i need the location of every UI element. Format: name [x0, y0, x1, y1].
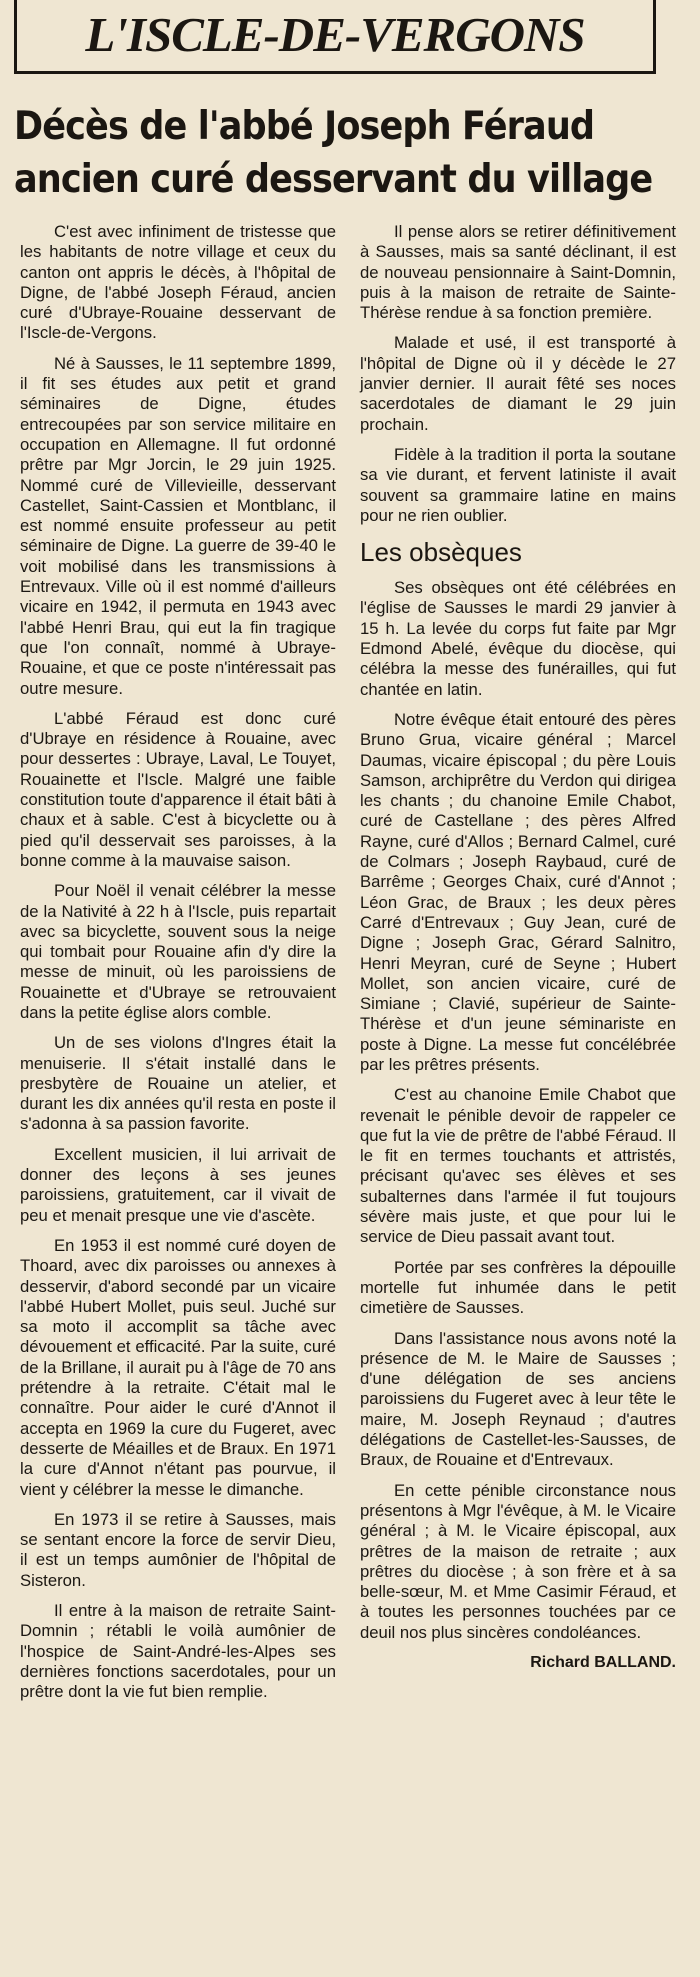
paragraph: Un de ses violons d'Ingres était la menuiserie. Il s'était installé dans le presbytère de Rouaine un atelier, et durant les dix années qu'il resta en poste il s'adonna à sa passion favorite.: [20, 1033, 336, 1134]
section-title: L'ISCLE-DE-VERGONS: [85, 7, 585, 62]
paragraph: En 1953 il est nommé curé doyen de Thoard, avec dix paroisses ou annexes à desservir, d'abord secondé par un vicaire l'abbé Hubert Mollet, puis seul. Juché sur sa moto il accomplit sa tâche avec dévouement et efficacité. Par la suite, curé de la Brillane, il aurait pu à l'âge de 70 ans prétendre à la retraite. C'était mal le connaître. Pour aider le curé d'Annot il accepta en 1969 la cure du Fugeret, avec desserte de Méailles et de Braux. En 1971 la cure d'Annot n'étant pas pourvue, il vient y célébrer la messe le dimanche.: [20, 1235, 336, 1499]
paragraph: Né à Sausses, le 11 septembre 1899, il fit ses études aux petit et grand séminaires de Digne, études entrecoupées par son service militaire en occupation en Allemagne. Il fut ordonné prêtre par Mgr Jorcin, le 29 juin 1925. Nommé curé de Villevieille, desservant Castellet, Saint-Cassien et Montblanc, il est nommé ensuite professeur au petit séminaire de Digne. La guerre de 39-40 le voit mobilisé dans les transmissions à Entrevaux. Ville où il est nommé d'ailleurs vicaire en 1942, il permuta en 1943 avec l'abbé Henri Brau, qui eut la fin tragique que l'on connaît, nommé à Ubraye-Rouaine, et que ce poste n'intéressait pas outre mesure.: [20, 353, 336, 698]
paragraph: Ses obsèques ont été célébrées en l'église de Sausses le mardi 29 janvier à 15 h. La levée du corps fut faite par Mgr Edmond Abelé, évêque du diocèse, qui célébra la messe des funérailles, qui fut chantée en latin.: [360, 578, 676, 699]
headline-line-1: Décès de l'abbé Joseph Féraud: [14, 104, 595, 149]
article-column-right: [360, 222, 676, 1683]
section-header: [14, 0, 656, 74]
paragraph: Notre évêque était entouré des pères Bruno Grua, vicaire général ; Marcel Daumas, vicaire épiscopal ; du père Louis Samson, archiprêtre du Verdon qui dirigea les chants ; du chanoine Emile Chabot, curé de Castellane ; des pères Alfred Rayne, curé d'Allos ; Bernard Calmel, curé de Colmars ; Joseph Raybaud, curé de Barrême ; Georges Chaix, curé d'Annot ; Léon Grac, de Braux ; les deux pères Carré d'Entrevaux ; Guy Jean, curé de Digne ; Joseph Grac, Gérard Salnitro, Henri Meyran, curé de Seyne ; Hubert Mollet, son ancien vicaire, curé de Simiane ; Clavié, supérieur de Sainte-Thérèse et d'un jeune séminariste en poste à Digne. La messe fut concélébrée par les prêtres présents.: [360, 709, 676, 1074]
paragraph: Excellent musicien, il lui arrivait de donner des leçons à ses jeunes paroissiens, gratuitement, car il vivait de peu et menait presque une vie d'ascète.: [20, 1144, 336, 1225]
paragraph: C'est au chanoine Emile Chabot que revenait le pénible devoir de rappeler ce que fut la vie de prêtre de l'abbé Féraud. Il le fit en termes touchants et attristés, précisant qu'avec ses élèves et ses subalternes dans l'armée il fut toujours sévère mais juste, et que pour lui le service de Dieu passait avant tout.: [360, 1085, 676, 1247]
paragraph: Dans l'assistance nous avons noté la présence de M. le Maire de Sausses ; d'une délégation de ses anciens paroissiens du Fugeret avec à leur tête le maire, M. Joseph Reynaud ; d'autres délégations de Castellet-les-Sausses, de Braux, de Rouaine et d'Entrevaux.: [360, 1328, 676, 1470]
subheading-obseques: Les obsèques: [360, 537, 522, 568]
paragraph: En cette pénible circonstance nous présentons à Mgr l'évêque, à M. le Vicaire général ; à M. le Vicaire épiscopal, aux prêtres de la maison de retraite ; aux prêtres du diocèse ; à son frère et à sa belle-sœur, M. et Mme Casimir Féraud, et à toutes les personnes touchées par ce deuil nos plus sincères condoléances.: [360, 1480, 676, 1642]
author-signature: Richard BALLAND.: [530, 1654, 676, 1671]
paragraph: Il entre à la maison de retraite Saint-Domnin ; rétabli le voilà aumônier de l'hospice de Saint-André-les-Alpes ses dernières fonctions sacerdotales, pour un prêtre dont la vie fut bien remplie.: [20, 1601, 336, 1702]
paragraph: En 1973 il se retire à Sausses, mais se sentant encore la force de servir Dieu, il est un temps aumônier de l'hôpital de Sisteron.: [20, 1509, 336, 1590]
paragraph: Il pense alors se retirer définitivement à Sausses, mais sa santé déclinant, il est de nouveau pensionnaire à Saint-Domnin, puis à la maison de retraite de Sainte-Thérèse rendue à sa fonction première.: [360, 222, 676, 323]
article-column-left: [20, 222, 336, 1712]
paragraph: Malade et usé, il est transporté à l'hôpital de Digne où il y décède le 27 janvier dernier. Il aurait fêté ses noces sacerdotales de diamant le 29 juin prochain.: [360, 333, 676, 434]
paragraph: L'abbé Féraud est donc curé d'Ubraye en résidence à Rouaine, avec pour dessertes : Ubraye, Laval, Le Touyet, Rouainette et l'Iscle. Malgré une faible constitution toute d'apparence il était bâti à chaux et à sable. C'est à bicyclette ou à pied qu'il desservait ses paroisses, à la bonne comme à la mauvaise saison.: [20, 708, 336, 870]
headline-line-2: ancien curé desservant du village: [14, 157, 653, 202]
paragraph: Fidèle à la tradition il porta la soutane sa vie durant, et fervent latiniste il avait souvent sa grammaire latine en mains pour ne rien oublier.: [360, 444, 676, 525]
paragraph: Portée par ses confrères la dépouille mortelle fut inhumée dans le petit cimetière de Sausses.: [360, 1257, 676, 1318]
article-headline: [14, 100, 653, 206]
paragraph: C'est avec infiniment de tristesse que les habitants de notre village et ceux du canton ont appris le décès, à l'hôpital de Digne, de l'abbé Joseph Féraud, ancien curé d'Ubraye-Rouaine desservant de l'Iscle-de-Vergons.: [20, 222, 336, 343]
paragraph: Pour Noël il venait célébrer la messe de la Nativité à 22 h à l'Iscle, puis repartait avec sa bicyclette, souvent sous la neige qui tombait pour Rouaine afin d'y dire la messe de minuit, où les paroissiens de Rouainette et d'Ubraye se retrouvaient dans la petite église alors comble.: [20, 881, 336, 1022]
